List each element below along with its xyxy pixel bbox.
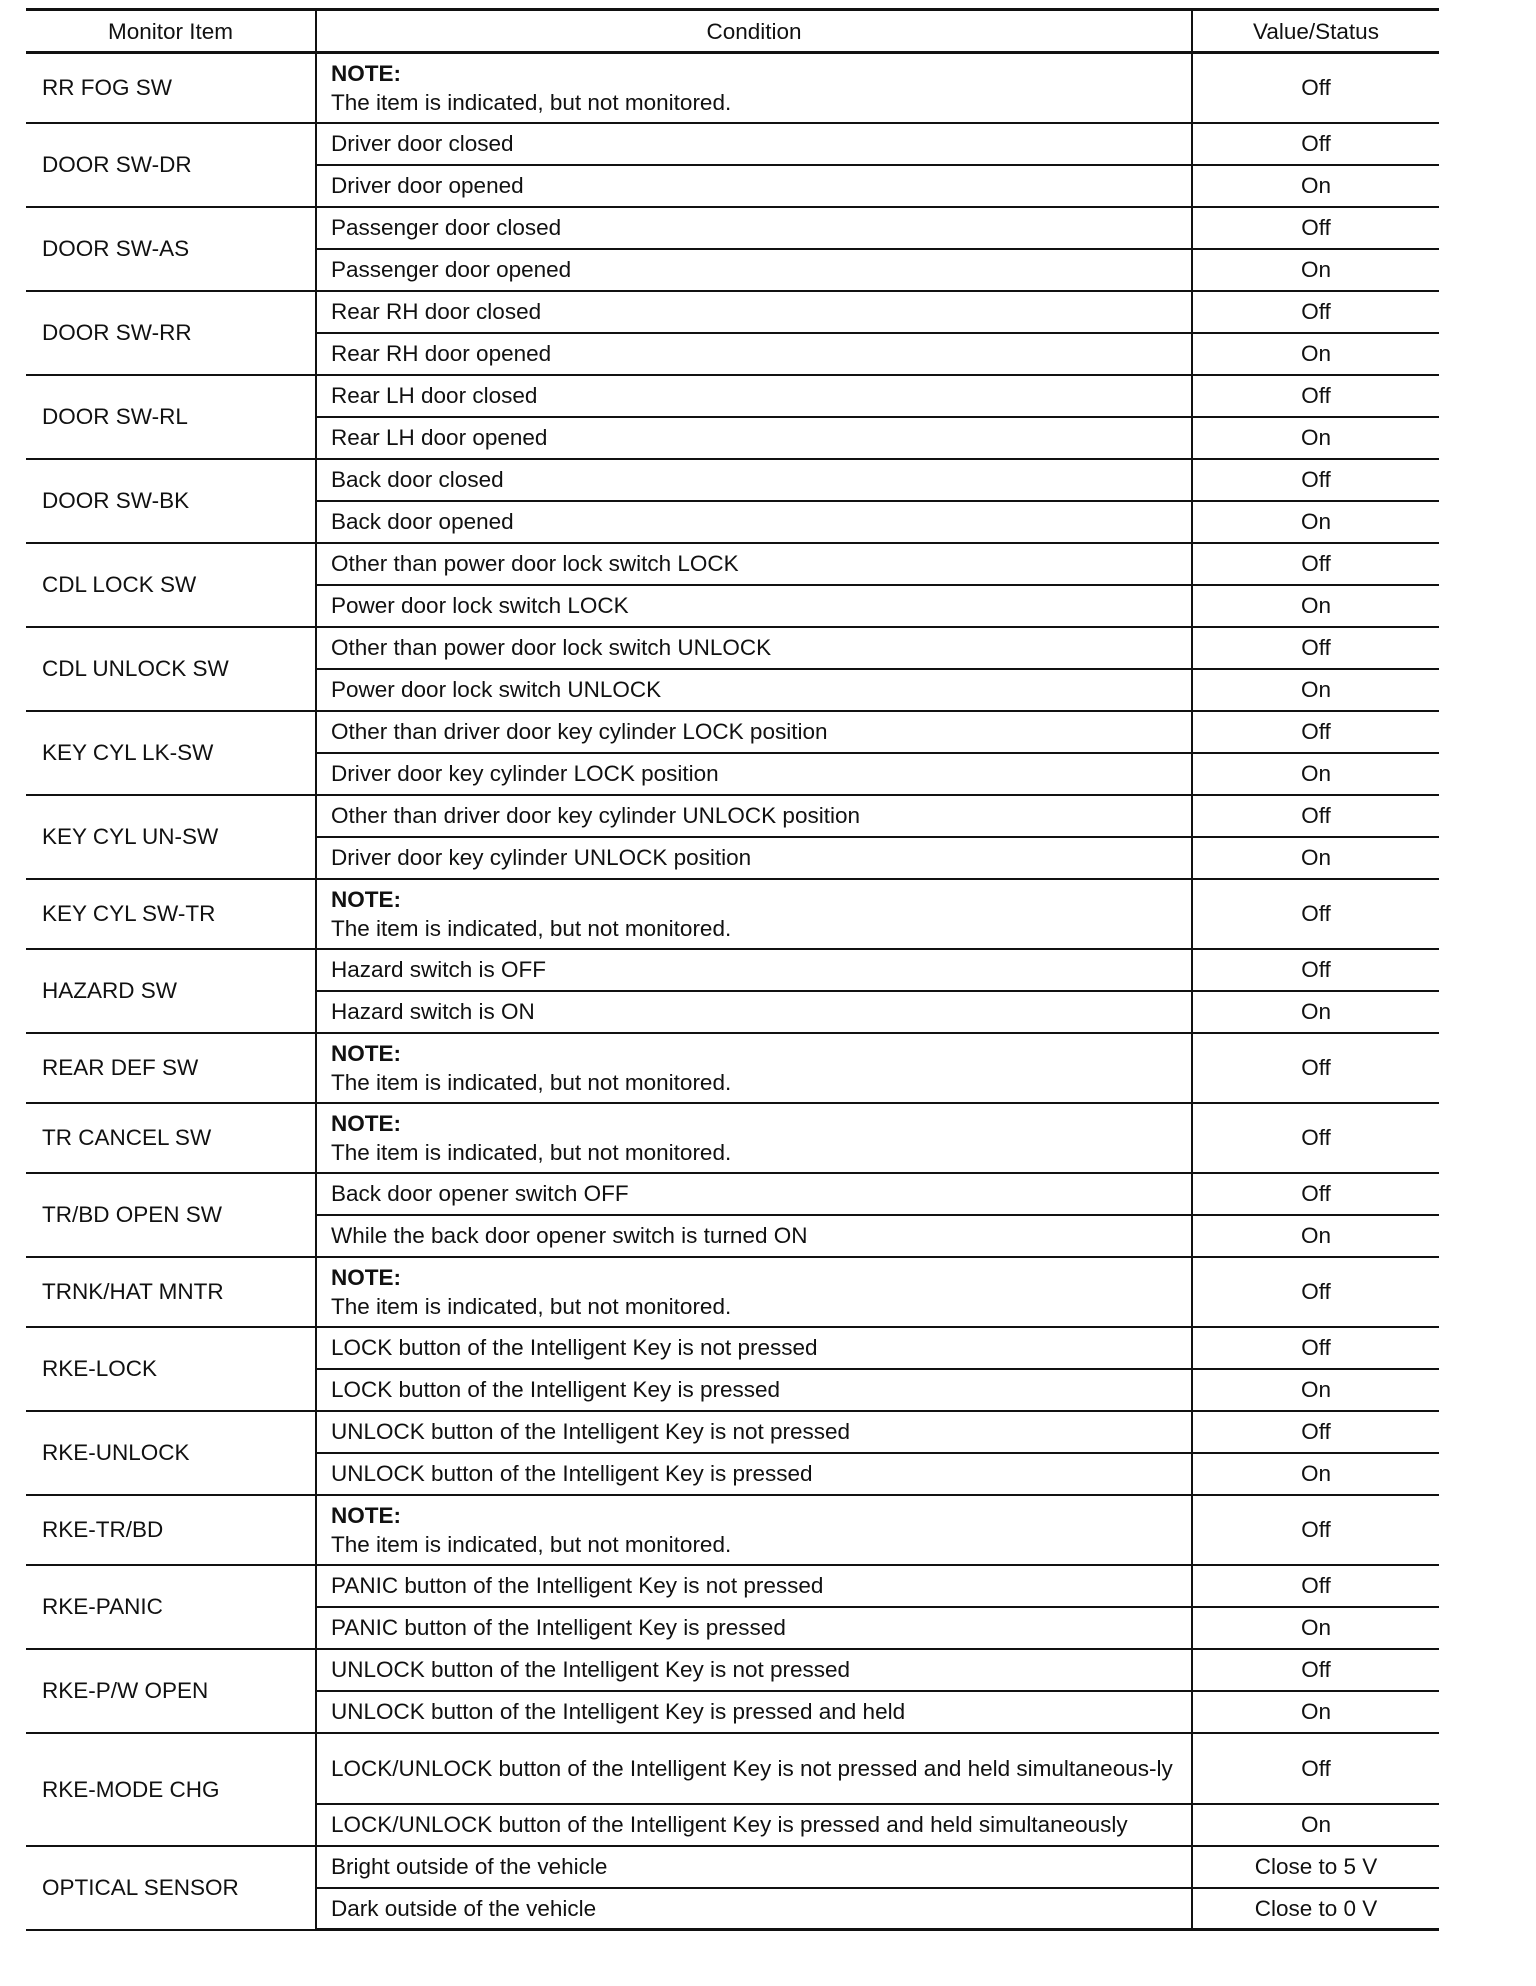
table-row [26,1257,1439,1327]
value-status-cell: Off [1192,1033,1439,1103]
table-row [26,795,1439,837]
condition-cell: Back door opened [316,501,1192,543]
condition-cell: Power door lock switch UNLOCK [316,669,1192,711]
note-text: The item is indicated, but not monitored. [331,1293,732,1319]
value-status-cell: On [1192,585,1439,627]
value-status-cell: Off [1192,543,1439,585]
monitor-item-cell: DOOR SW-DR [26,123,316,207]
note-text: The item is indicated, but not monitored. [331,1139,732,1165]
table-row [26,459,1439,501]
value-status-cell: Off [1192,1495,1439,1565]
value-status-cell: Off [1192,459,1439,501]
note-label: NOTE: [331,886,401,912]
table-row [26,1565,1439,1607]
value-status-cell: Off [1192,1411,1439,1453]
value-status-cell: Off [1192,123,1439,165]
table-row [26,1411,1439,1453]
monitor-item-cell: RKE-UNLOCK [26,1411,316,1495]
monitor-item-cell: RKE-LOCK [26,1327,316,1411]
table-row [26,1846,1439,1888]
monitor-item-cell: DOOR SW-BK [26,459,316,543]
table-row [26,53,1439,123]
condition-cell: Rear LH door closed [316,375,1192,417]
condition-cell: Other than driver door key cylinder LOCK position [316,711,1192,753]
table-row [26,1649,1439,1691]
table-row [26,123,1439,165]
note-label: NOTE: [331,1264,401,1290]
table-row [26,949,1439,991]
value-status-cell: Off [1192,1649,1439,1691]
condition-cell: Back door opener switch OFF [316,1173,1192,1215]
table-body [26,53,1439,1930]
condition-cell: Driver door key cylinder LOCK position [316,753,1192,795]
value-status-cell: On [1192,1453,1439,1495]
monitor-item-table [26,8,1439,1931]
monitor-item-cell: REAR DEF SW [26,1033,316,1103]
value-status-cell: On [1192,837,1439,879]
note-label: NOTE: [331,1040,401,1066]
value-status-cell: Off [1192,53,1439,123]
condition-cell [316,1033,1192,1103]
condition-cell [316,879,1192,949]
monitor-item-cell: RKE-TR/BD [26,1495,316,1565]
condition-cell: Driver door closed [316,123,1192,165]
value-status-cell: On [1192,1691,1439,1733]
note-text: The item is indicated, but not monitored. [331,1531,732,1557]
value-status-cell: On [1192,249,1439,291]
value-status-cell: On [1192,1607,1439,1649]
monitor-item-cell: OPTICAL SENSOR [26,1846,316,1930]
table-row [26,1733,1439,1804]
header-condition: Condition [316,10,1192,53]
condition-cell: While the back door opener switch is turned ON [316,1215,1192,1257]
value-status-cell: On [1192,753,1439,795]
condition-cell: Rear RH door closed [316,291,1192,333]
value-status-cell: Off [1192,1565,1439,1607]
condition-cell: Passenger door closed [316,207,1192,249]
table-row [26,375,1439,417]
table-row [26,1033,1439,1103]
table-row [26,879,1439,949]
condition-cell: PANIC button of the Intelligent Key is pressed [316,1607,1192,1649]
monitor-item-cell: KEY CYL UN-SW [26,795,316,879]
condition-cell: Other than driver door key cylinder UNLOCK position [316,795,1192,837]
condition-cell: Bright outside of the vehicle [316,1846,1192,1888]
value-status-cell: Off [1192,879,1439,949]
value-status-cell: On [1192,669,1439,711]
condition-cell: LOCK/UNLOCK button of the Intelligent Key is not pressed and held simultaneous-ly [316,1733,1192,1804]
note-text: The item is indicated, but not monitored. [331,1069,732,1095]
condition-cell: Dark outside of the vehicle [316,1888,1192,1930]
condition-cell [316,1257,1192,1327]
monitor-item-cell: KEY CYL LK-SW [26,711,316,795]
value-status-cell: Off [1192,711,1439,753]
condition-cell: UNLOCK button of the Intelligent Key is pressed and held [316,1691,1192,1733]
note-text: The item is indicated, but not monitored. [331,915,732,941]
value-status-cell: On [1192,1215,1439,1257]
note-label: NOTE: [331,1502,401,1528]
condition-cell: Hazard switch is OFF [316,949,1192,991]
note-label: NOTE: [331,60,401,86]
condition-cell: PANIC button of the Intelligent Key is not pressed [316,1565,1192,1607]
value-status-cell: Off [1192,627,1439,669]
monitor-item-cell: RR FOG SW [26,53,316,123]
value-status-cell: On [1192,501,1439,543]
condition-cell [316,1495,1192,1565]
monitor-item-cell: TRNK/HAT MNTR [26,1257,316,1327]
value-status-cell: Off [1192,795,1439,837]
value-status-cell: Off [1192,1103,1439,1173]
condition-cell: LOCK button of the Intelligent Key is pressed [316,1369,1192,1411]
monitor-item-cell: KEY CYL SW-TR [26,879,316,949]
condition-cell: Driver door opened [316,165,1192,207]
header-monitor-item: Monitor Item [26,10,316,53]
monitor-item-cell: RKE-MODE CHG [26,1733,316,1846]
condition-cell [316,1103,1192,1173]
note-label: NOTE: [331,1110,401,1136]
monitor-item-cell: DOOR SW-RR [26,291,316,375]
table-row [26,543,1439,585]
condition-cell: UNLOCK button of the Intelligent Key is pressed [316,1453,1192,1495]
header-value-status: Value/Status [1192,10,1439,53]
condition-cell: UNLOCK button of the Intelligent Key is not pressed [316,1649,1192,1691]
value-status-cell: On [1192,333,1439,375]
monitor-item-cell: DOOR SW-RL [26,375,316,459]
value-status-cell: On [1192,417,1439,459]
monitor-item-cell: CDL UNLOCK SW [26,627,316,711]
value-status-cell: On [1192,165,1439,207]
value-status-cell: On [1192,1369,1439,1411]
value-status-cell: Off [1192,1257,1439,1327]
monitor-item-cell: RKE-PANIC [26,1565,316,1649]
value-status-cell: Off [1192,291,1439,333]
table-row [26,291,1439,333]
note-text: The item is indicated, but not monitored. [331,89,732,115]
condition-cell [316,53,1192,123]
value-status-cell: Off [1192,1173,1439,1215]
value-status-cell: Off [1192,949,1439,991]
condition-cell: Power door lock switch LOCK [316,585,1192,627]
condition-cell: Rear RH door opened [316,333,1192,375]
monitor-item-cell: RKE-P/W OPEN [26,1649,316,1733]
monitor-item-cell: TR/BD OPEN SW [26,1173,316,1257]
condition-cell: LOCK/UNLOCK button of the Intelligent Key is pressed and held simultaneously [316,1804,1192,1846]
table-row [26,1327,1439,1369]
table-row [26,711,1439,753]
value-status-cell: Off [1192,375,1439,417]
monitor-item-cell: TR CANCEL SW [26,1103,316,1173]
monitor-item-cell: DOOR SW-AS [26,207,316,291]
condition-cell: Other than power door lock switch UNLOCK [316,627,1192,669]
value-status-cell: Off [1192,1327,1439,1369]
monitor-item-cell: CDL LOCK SW [26,543,316,627]
condition-cell: Driver door key cylinder UNLOCK position [316,837,1192,879]
condition-cell: LOCK button of the Intelligent Key is not pressed [316,1327,1192,1369]
condition-cell: UNLOCK button of the Intelligent Key is not pressed [316,1411,1192,1453]
value-status-cell: Off [1192,207,1439,249]
value-status-cell: On [1192,991,1439,1033]
condition-cell: Passenger door opened [316,249,1192,291]
condition-cell: Back door closed [316,459,1192,501]
table-row [26,627,1439,669]
condition-cell: Hazard switch is ON [316,991,1192,1033]
table-row [26,1103,1439,1173]
value-status-cell: Off [1192,1733,1439,1804]
condition-cell: Rear LH door opened [316,417,1192,459]
value-status-cell: On [1192,1804,1439,1846]
table-row [26,1495,1439,1565]
monitor-item-cell: HAZARD SW [26,949,316,1033]
condition-cell: Other than power door lock switch LOCK [316,543,1192,585]
table-row [26,1173,1439,1215]
header-row [26,10,1439,53]
value-status-cell: Close to 0 V [1192,1888,1439,1930]
table-row [26,207,1439,249]
value-status-cell: Close to 5 V [1192,1846,1439,1888]
